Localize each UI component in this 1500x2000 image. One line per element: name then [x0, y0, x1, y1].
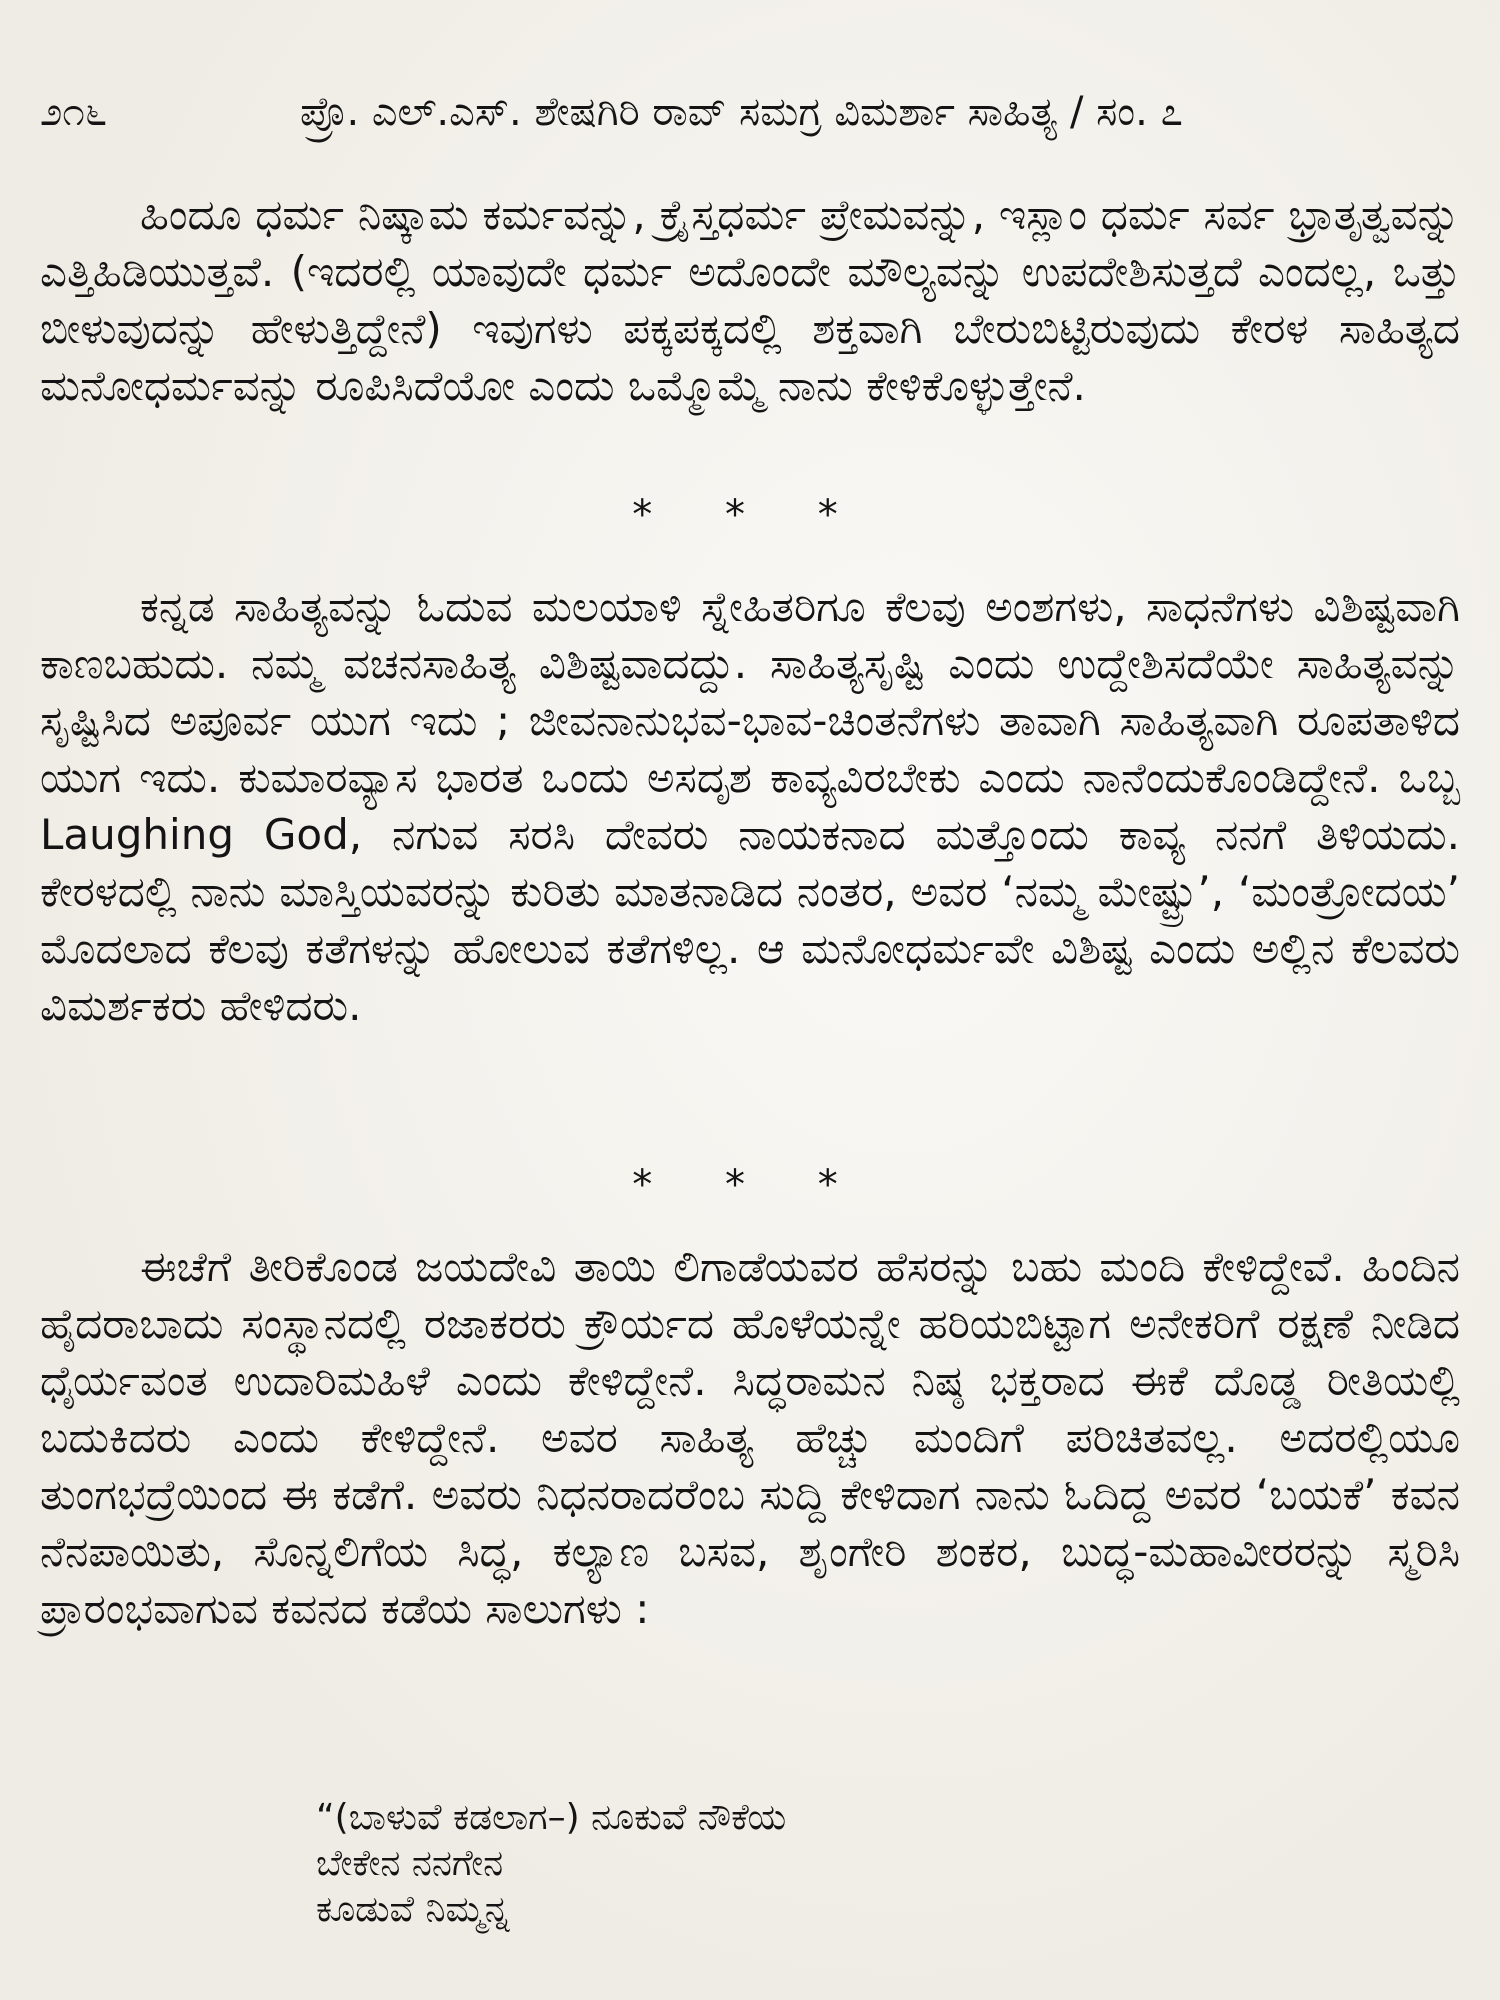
section-separator: * * *	[632, 1162, 868, 1208]
page-number: ೨೧೬	[40, 89, 108, 135]
paragraph-1	[40, 186, 1460, 414]
paragraph-text: ಈಚೆಗೆ ತೀರಿಕೊಂಡ ಜಯದೇವಿ ತಾಯಿ ಲಿಗಾಡೆಯವರ ಹೆಸರನ್ನು ಬಹು ಮಂದಿ ಕೇಳಿದ್ದೇವೆ. ಹಿಂದಿನ ಹೈದರಾಬಾದು ಸಂಸ್ಥಾನದಲ್ಲಿ ರಜಾಕರರು ಕ್ರೌರ್ಯದ ಹೊಳೆಯನ್ನೇ ಹರಿಯಬಿಟ್ಟಾಗ ಅನೇಕರಿಗೆ ರಕ್ಷಣೆ ನೀಡಿದ ಧೈರ್ಯವಂತ ಉದಾರಿಮಹಿಳೆ ಎಂದು ಕೇಳಿದ್ದೇನೆ. ಸಿದ್ಧರಾಮನ ನಿಷ್ಠ ಭಕ್ತರಾದ ಈಕೆ ದೊಡ್ಡ ರೀತಿಯಲ್ಲಿ ಬದುಕಿದರು ಎಂದು ಕೇಳಿದ್ದೇನೆ. ಅವರ ಸಾಹಿತ್ಯ ಹೆಚ್ಚು ಮಂದಿಗೆ ಪರಿಚಿತವಲ್ಲ. ಅದರಲ್ಲಿಯೂ ತುಂಗಭದ್ರೆಯಿಂದ ಈ ಕಡೆಗೆ. ಅವರು ನಿಧನರಾದರೆಂಬ ಸುದ್ದಿ ಕೇಳಿದಾಗ ನಾನು ಓದಿದ್ದ ಅವರ ‘ಬಯಕೆ’ ಕವನ ನೆನಪಾಯಿತು, ಸೊನ್ನಲಿಗೆಯ ಸಿದ್ಧ, ಕಲ್ಯಾಣ ಬಸವ, ಶೃಂಗೇರಿ ಶಂಕರ, ಬುದ್ಧ-ಮಹಾವೀರರನ್ನು ಸ್ಮರಿಸಿ ಪ್ರಾರಂಭವಾಗುವ ಕವನದ ಕಡೆಯ ಸಾಲುಗಳು :	[40, 1242, 1460, 1633]
paragraph-2	[40, 578, 1460, 1034]
verse-line: ಬೇಕೇನ ನನಗೇನ	[316, 1843, 504, 1884]
verse-line: “(ಬಾಳುವೆ ಕಡಲಾಗ–) ನೂಕುವೆ ನೌಕೆಯ	[316, 1797, 787, 1838]
paragraph-3	[40, 1238, 1460, 1637]
section-separator: * * *	[632, 492, 868, 538]
running-title: ಪ್ರೊ. ಎಲ್.ಎಸ್. ಶೇಷಗಿರಿ ರಾವ್ ಸಮಗ್ರ ವಿಮರ್ಶಾ ಸಾಹಿತ್ಯ / ಸಂ. ೭	[300, 89, 1183, 135]
verse-quote	[316, 1795, 786, 1933]
verse-line: ಕೂಡುವೆ ನಿಮ್ಮನ್ನ	[316, 1889, 510, 1930]
paragraph-text: ಕನ್ನಡ ಸಾಹಿತ್ಯವನ್ನು ಓದುವ ಮಲಯಾಳಿ ಸ್ನೇಹಿತರಿಗೂ ಕೆಲವು ಅಂಶಗಳು, ಸಾಧನೆಗಳು ವಿಶಿಷ್ಟವಾಗಿ ಕಾಣಬಹುದು. ನಮ್ಮ ವಚನಸಾಹಿತ್ಯ ವಿಶಿಷ್ಟವಾದದ್ದು. ಸಾಹಿತ್ಯಸೃಷ್ಟಿ ಎಂದು ಉದ್ದೇಶಿಸದೆಯೇ ಸಾಹಿತ್ಯವನ್ನು ಸೃಷ್ಟಿಸಿದ ಅಪೂರ್ವ ಯುಗ ಇದು ; ಜೀವನಾನುಭವ-ಭಾವ-ಚಿಂತನೆಗಳು ತಾವಾಗಿ ಸಾಹಿತ್ಯವಾಗಿ ರೂಪತಾಳಿದ ಯುಗ ಇದು. ಕುಮಾರವ್ಯಾಸ ಭಾರತ ಒಂದು ಅಸದೃಶ ಕಾವ್ಯವಿರಬೇಕು ಎಂದು ನಾನೆಂದುಕೊಂಡಿದ್ದೇನೆ. ಒಬ್ಬ Laughing God, ನಗುವ ಸರಸಿ ದೇವರು ನಾಯಕನಾದ ಮತ್ತೊಂದು ಕಾವ್ಯ ನನಗೆ ತಿಳಿಯದು. ಕೇರಳದಲ್ಲಿ ನಾನು ಮಾಸ್ತಿಯವರನ್ನು ಕುರಿತು ಮಾತನಾಡಿದ ನಂತರ, ಅವರ ‘ನಮ್ಮ ಮೇಷ್ಟ್ರು’, ‘ಮಂತ್ರೋದಯ’ ಮೊದಲಾದ ಕೆಲವು ಕತೆಗಳನ್ನು ಹೋಲುವ ಕತೆಗಳಿಲ್ಲ. ಆ ಮನೋಧರ್ಮವೇ ವಿಶಿಷ್ಟ ಎಂದು ಅಲ್ಲಿನ ಕೆಲವರು ವಿಮರ್ಶಕರು ಹೇಳಿದರು.	[40, 582, 1460, 1030]
paragraph-text: ಹಿಂದೂ ಧರ್ಮ ನಿಷ್ಕಾಮ ಕರ್ಮವನ್ನು, ಕ್ರೈಸ್ತಧರ್ಮ ಪ್ರೇಮವನ್ನು, ಇಸ್ಲಾಂ ಧರ್ಮ ಸರ್ವ ಭ್ರಾತೃತ್ವವನ್ನು ಎತ್ತಿಹಿಡಿಯುತ್ತವೆ. (ಇದರಲ್ಲಿ ಯಾವುದೇ ಧರ್ಮ ಅದೊಂದೇ ಮೌಲ್ಯವನ್ನು ಉಪದೇಶಿಸುತ್ತದೆ ಎಂದಲ್ಲ, ಒತ್ತು ಬೀಳುವುದನ್ನು ಹೇಳುತ್ತಿದ್ದೇನೆ) ಇವುಗಳು ಪಕ್ಕಪಕ್ಕದಲ್ಲಿ ಶಕ್ತವಾಗಿ ಬೇರುಬಿಟ್ಟಿರುವುದು ಕೇರಳ ಸಾಹಿತ್ಯದ ಮನೋಧರ್ಮವನ್ನು ರೂಪಿಸಿದೆಯೋ ಎಂದು ಒಮ್ಮೊಮ್ಮೆ ನಾನು ಕೇಳಿಕೊಳ್ಳುತ್ತೇನೆ.	[40, 190, 1460, 410]
